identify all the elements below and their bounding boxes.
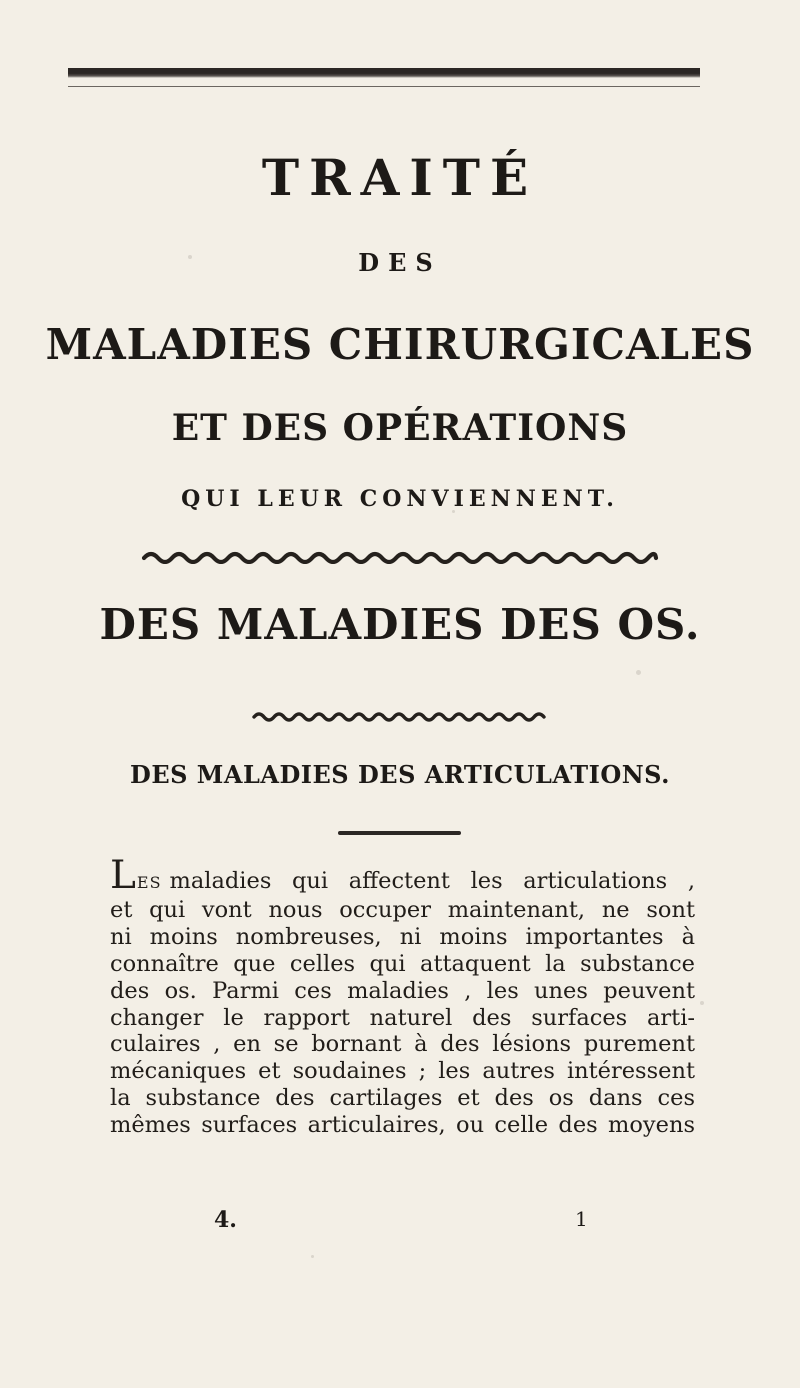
paragraph-line: mécaniques et soudaines ; les autres intéressent <box>110 1058 695 1085</box>
paper-speck <box>452 510 455 513</box>
ornamental-divider <box>140 546 660 564</box>
paragraph-first-line <box>110 853 695 898</box>
short-rule <box>338 831 461 835</box>
page-title: TRAITÉ <box>261 148 539 207</box>
subtitle-operations: ET DES OPÉRATIONS <box>171 407 629 449</box>
signature-mark: 4. <box>214 1207 237 1233</box>
paper-speck <box>188 255 192 259</box>
paragraph-line: culaires , en se bornant à des lésions purement <box>110 1031 695 1058</box>
paragraph-line: des os. Parmi ces maladies , les unes peuvent <box>110 977 695 1004</box>
drop-capital: L <box>110 853 136 898</box>
paper-speck <box>700 1001 704 1005</box>
paragraph-line: ni moins nombreuses, ni moins importantes à <box>110 923 695 950</box>
subtitle-qui-leur-conviennent: QUI LEUR CONVIENNENT. <box>181 486 619 512</box>
catchword-number: 1 <box>575 1207 588 1231</box>
subtitle-maladies-chirurgicales: MALADIES CHIRURGICALES <box>45 320 755 369</box>
small-capitals: ES <box>136 873 162 892</box>
paragraph-line: la substance des cartilages et des os dans ces <box>110 1085 695 1112</box>
paragraph-line-1-text: maladies qui affectent les articulations , <box>169 868 695 894</box>
top-rule <box>68 68 700 78</box>
subtitle-des: DES <box>358 248 442 277</box>
paragraph-line: connaître que celles qui attaquent la substance <box>110 950 695 977</box>
paper-speck <box>636 670 641 675</box>
paragraph-line: et qui vont nous occuper maintenant, ne sont <box>110 896 695 923</box>
section-title: DES MALADIES DES OS. <box>99 600 701 649</box>
body-paragraph <box>110 853 695 1139</box>
paragraph-line: changer le rapport naturel des surfaces arti- <box>110 1004 695 1031</box>
paper-speck <box>311 1255 314 1258</box>
paragraph-line: mêmes surfaces articulaires, ou celle des moyens <box>110 1112 695 1139</box>
top-rule-thin <box>68 86 700 87</box>
subsection-title: DES MALADIES DES ARTICULATIONS. <box>130 760 670 789</box>
small-ornamental-divider <box>251 708 549 722</box>
